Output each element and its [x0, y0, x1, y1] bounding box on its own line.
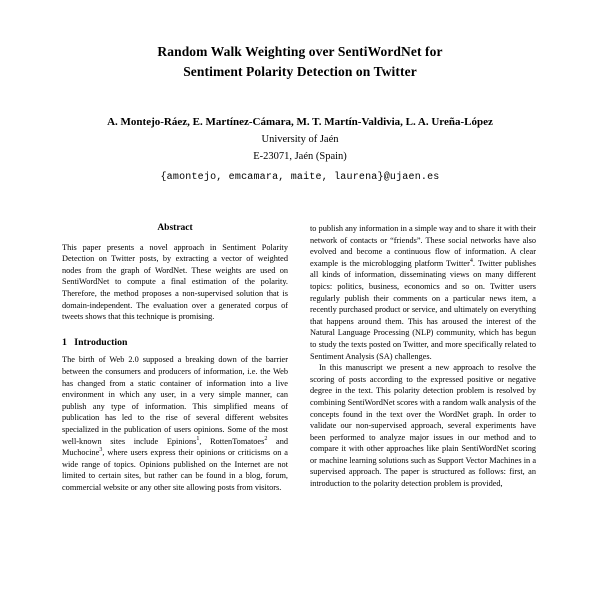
right-paragraph-2: In this manuscript we present a new approach to resolve the scoring of posts according to the expressed positive or negative degree in the text. This polarity detection problem is resolved by combining SentiWordNet scores with a random walk analysis of the concepts found in the text over the WordNet graph. In order to validate our non-supervised approach, several experiments have been performed to analyze major issues in our method and to compare it with other approaches like plain SentiWordNet scoring or machine learning solutions such as Support Vector Machines in a supervised approach. The paper is structured as follows: first, an introduction to the polarity detection problem is provided,: [310, 363, 536, 489]
affiliation-address: E-23071, Jaén (Spain): [253, 151, 347, 162]
section-title: Introduction: [74, 336, 128, 348]
title-line-2: Sentiment Polarity Detection on Twitter: [183, 64, 417, 79]
abstract-paragraph: This paper presents a novel approach in Sentiment Polarity Detection on Twitter posts, by extracting a vector of weighted nodes from the graph of WordNet. These weights are used on SentiWordNet to compute a final estimation of the polarity. Therefore, the method proposes a non-supervised solution that is domain-independent. The evaluation over a generated corpus of tweets shows that this technique is promising.: [62, 242, 288, 322]
author-list: A. Montejo-Ráez, E. Martínez-Cámara, M. T. Martín-Valdivia, L. A. Ureña-López: [107, 116, 493, 128]
abstract-body: [62, 242, 288, 323]
intro-paragraph-1: The birth of Web 2.0 supposed a breaking down of the barrier between the consumers and producers of information, i.e. the Web has changed from a static container of information into a live environment in which any user, in a very simple manner, can publish any type of information. This simplified means of publication has led to the rise of several different websites specialized in the publication of users opinions. Some of the most well-known sites include Epinions$^1$, RottenTomatoes$^2$ and Muchocine$^3$, where users express their opinions or criticisms on a wide range of topics. Opinions published on the Internet are not limited to certain sites, but rather can be found in a blog, forum, commercial website or any other site allowing posts from visitors.: [62, 355, 288, 492]
contact-email: {amontejo, emcamara, maite, laurena}@ujaen.es: [160, 172, 440, 183]
page-title: [62, 42, 538, 82]
right-column: [310, 223, 536, 493]
left-column: [62, 223, 288, 493]
right-paragraph-1: to publish any information in a simple way and to share it with their network of contacts or “friends”. These social networks have also evolved and become a continuous flow of information. A clear example is the microblogging platform Twitter$^4$. Twitter publishes all kinds of information, disseminating views on many different topics: politics, business, economics and so on. Twitter users regularly publish their comments on a particular news item, a recently purchased product or service, and ultimately on everything that happens around them. This has aroused the interest of the Natural Language Processing (NLP) community, which has begun to study the texts posted on Twitter, and more specifically related to Sentiment Analysis (SA) challenges.: [310, 224, 536, 361]
affiliation-university: University of Jaén: [261, 134, 339, 145]
title-line-1: Random Walk Weighting over SentiWordNet for: [157, 44, 443, 59]
section-number: 1: [62, 336, 67, 348]
section-heading-introduction: [62, 337, 288, 349]
abstract-heading: Abstract: [157, 223, 193, 233]
body-columns: [62, 223, 538, 493]
